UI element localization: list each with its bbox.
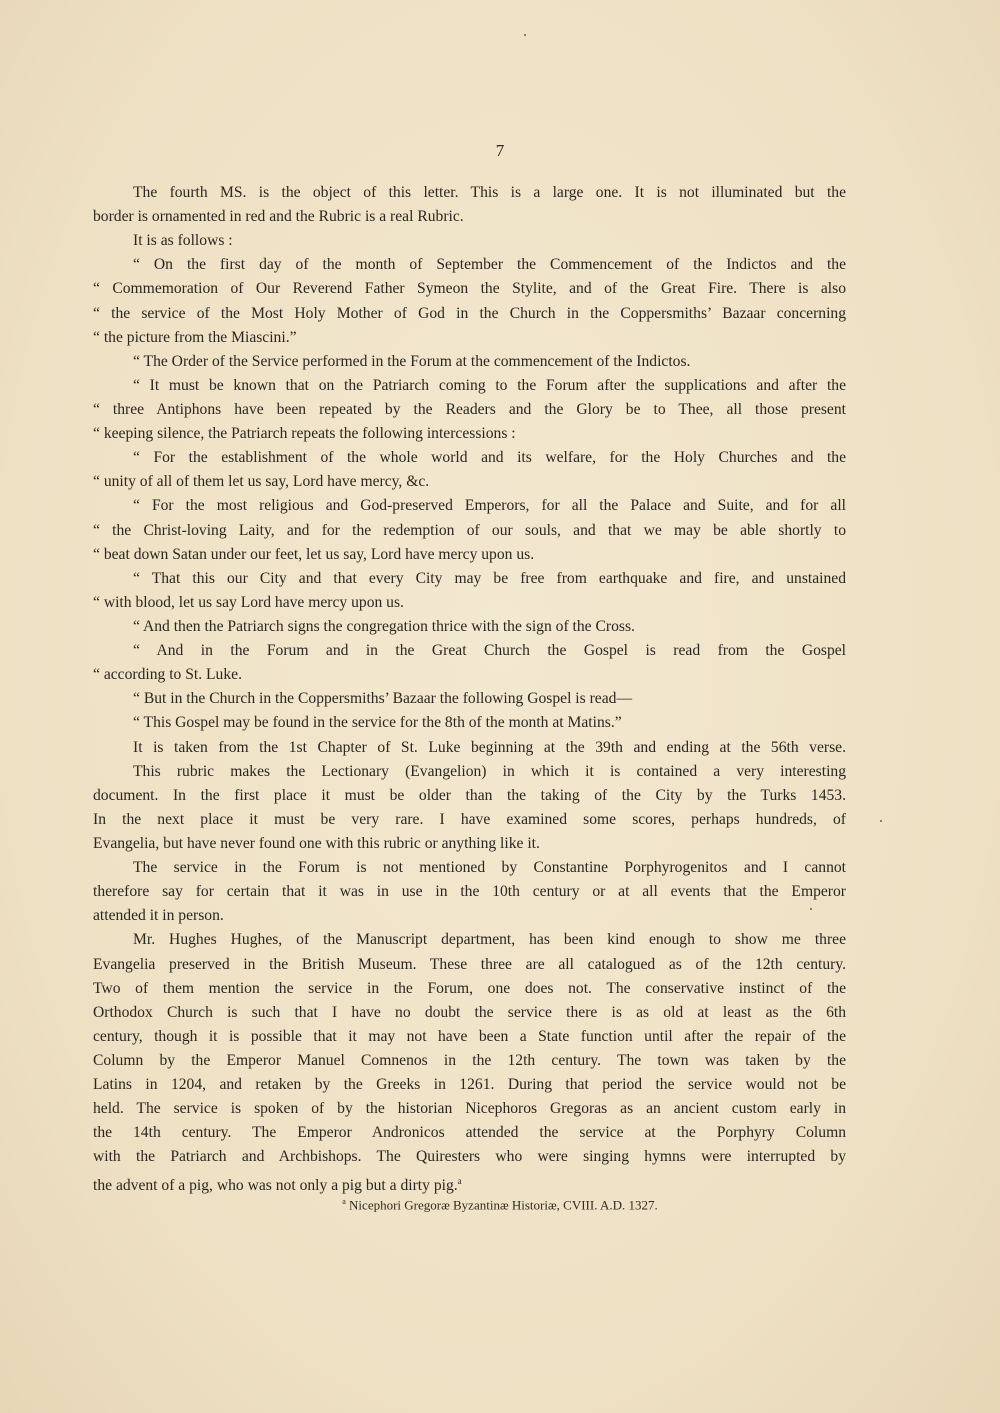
text-line-content: It is taken from the 1st Chapter of St. Luke beginning at the 39th and ending at the 56th verse.: [133, 738, 846, 756]
text-line: [93, 615, 846, 639]
text-line-content: “ beat down Satan under our feet, let us say, Lord have mercy upon us.: [93, 545, 535, 563]
text-line-content: the 14th century. The Emperor Andronicos attended the service at the Porphyry Column: [93, 1124, 846, 1142]
text-line: [93, 470, 846, 494]
text-line-content: “ Commemoration of Our Reverend Father Symeon the Stylite, and of the Great Fire. There is also: [93, 280, 846, 298]
text-line-content: “ the picture from the Miascini.”: [93, 328, 297, 346]
text-line: [93, 687, 846, 711]
text-line: [93, 904, 846, 928]
text-line-content: Evangelia, but have never found one with this rubric or anything like it.: [93, 834, 540, 852]
page-number: 7: [495, 141, 505, 160]
text-line: [93, 736, 846, 760]
text-line-content: Column by the Emperor Manuel Comnenos in the 12th century. The town was taken by the: [93, 1051, 846, 1069]
text-line: [93, 446, 846, 470]
footnote: [0, 1197, 1000, 1213]
text-line-content: It is as follows :: [133, 232, 233, 250]
text-line-content: held. The service is spoken of by the historian Nicephoros Gregoras as an ancient custom early in: [93, 1100, 846, 1118]
text-line: [93, 277, 846, 301]
text-line-content: therefore say for certain that it was in use in the 10th century or at all events that the Emperor: [93, 883, 846, 901]
text-line-content: In the next place it must be very rare. I have examined some scores, perhaps hundreds, of: [93, 810, 846, 828]
text-line-content: “ keeping silence, the Patriarch repeats the following intercessions :: [93, 425, 516, 443]
text-line: [93, 953, 846, 977]
text-line-content: attended it in person.: [93, 907, 224, 925]
text-line-content: “ according to St. Luke.: [93, 666, 242, 684]
text-line: [93, 928, 846, 952]
text-line: [93, 253, 846, 277]
text-line: [93, 760, 846, 784]
text-line: [93, 1025, 846, 1049]
text-line: [93, 422, 846, 446]
text-line-content: “ And then the Patriarch signs the congregation thrice with the sign of the Cross.: [133, 617, 635, 635]
text-line: [93, 229, 846, 253]
text-line-content: The fourth MS. is the object of this letter. This is a large one. It is not illuminated but the: [133, 184, 846, 201]
text-line-content: Two of them mention the service in the Forum, one does not. The conservative instinct of the: [93, 979, 846, 997]
text-line: [93, 326, 846, 350]
text-line-content: century, though it is possible that it may not have been a State function until after the repair of the: [93, 1027, 846, 1045]
text-line: [93, 1145, 846, 1169]
text-line: [93, 494, 846, 518]
text-line: [93, 374, 846, 398]
text-line-content: border is ornamented in red and the Rubric is a real Rubric.: [93, 208, 464, 226]
text-line: [93, 567, 846, 591]
text-line: [93, 832, 846, 856]
text-line-content: Mr. Hughes Hughes, of the Manuscript department, has been kind enough to show me three: [133, 931, 846, 949]
text-line-content: “ That this our City and that every City may be free from earthquake and fire, and unstained: [133, 569, 846, 587]
body-text: [93, 181, 846, 1194]
footnote-marker: a: [342, 1197, 346, 1206]
text-line: [93, 784, 846, 808]
footnote-reference: a: [457, 1176, 462, 1187]
text-line: [93, 181, 846, 205]
text-line-content: Orthodox Church is such that I have no doubt the service there is as old at least as the 6th: [93, 1003, 846, 1021]
text-line: [93, 519, 846, 543]
text-line-content: “ For the most religious and God-preserved Emperors, for all the Palace and Suite, and for all: [133, 497, 846, 515]
text-line-content: “ three Antiphons have been repeated by the Readers and the Glory be to Thee, all those present: [93, 400, 846, 418]
paper-speck: [880, 820, 882, 822]
text-line: [93, 591, 846, 615]
text-line: [93, 1121, 846, 1145]
paper-speck: [524, 34, 526, 36]
text-line-content: “ But in the Church in the Coppersmiths’ Bazaar the following Gospel is read—: [133, 690, 633, 708]
text-line-content: “ unity of all of them let us say, Lord have mercy, &c.: [93, 473, 430, 491]
text-line-content: The service in the Forum is not mentioned by Constantine Porphyrogenitos and I cannot: [133, 859, 846, 877]
text-line-content: This rubric makes the Lectionary (Evangelion) in which it is contained a very interesting: [133, 762, 846, 780]
text-line: [93, 977, 846, 1001]
text-line: [93, 711, 846, 735]
text-line: [93, 302, 846, 326]
text-line-content: “ This Gospel may be found in the service for the 8th of the month at Matins.”: [133, 714, 622, 732]
text-line: [93, 1097, 846, 1121]
text-line-content: with the Patriarch and Archbishops. The Quiresters who were singing hymns were interrupted by: [93, 1148, 846, 1166]
text-line: [93, 808, 846, 832]
text-line-content: “ And in the Forum and in the Great Church the Gospel is read from the Gospel: [133, 642, 846, 660]
text-line-content: the advent of a pig, who was not only a pig but a dirty pig.: [93, 1177, 458, 1195]
text-line-content: “ The Order of the Service performed in the Forum at the commencement of the Indictos.: [133, 352, 691, 370]
text-line-content: document. In the first place it must be older than the taking of the City by the Turks 1453.: [93, 786, 846, 804]
text-line: [93, 663, 846, 687]
text-line: [93, 639, 846, 663]
text-line-content: “ On the first day of the month of September the Commencement of the Indictos and the: [133, 256, 846, 274]
text-line-content: “ with blood, let us say Lord have mercy upon us.: [93, 593, 404, 611]
text-line-content: Evangelia preserved in the British Museum. These three are all catalogued as of the 12th century.: [93, 955, 846, 973]
text-line: [93, 1169, 846, 1193]
text-line: [93, 1073, 846, 1097]
paper-speck: [810, 908, 812, 910]
footnote-text: Nicephori Gregoræ Byzantinæ Historiæ, CVIII. A.D. 1327.: [349, 1197, 658, 1213]
text-line: [93, 1001, 846, 1025]
text-line: [93, 398, 846, 422]
text-line-content: “ the Christ-loving Laity, and for the redemption of our souls, and that we may be able shortly to: [93, 521, 846, 539]
text-line: [93, 543, 846, 567]
text-line: [93, 350, 846, 374]
text-line: [93, 1049, 846, 1073]
text-line-content: “ It must be known that on the Patriarch coming to the Forum after the supplications and after the: [133, 376, 846, 394]
text-line-content: Latins in 1204, and retaken by the Greeks in 1261. During that period the service would not be: [93, 1076, 846, 1094]
text-line: [93, 856, 846, 880]
text-line: [93, 205, 846, 229]
text-line-content: “ the service of the Most Holy Mother of God in the Church in the Coppersmiths’ Bazaar concerning: [93, 304, 846, 322]
text-line-content: “ For the establishment of the whole world and its welfare, for the Holy Churches and the: [133, 449, 846, 467]
text-line: [93, 880, 846, 904]
